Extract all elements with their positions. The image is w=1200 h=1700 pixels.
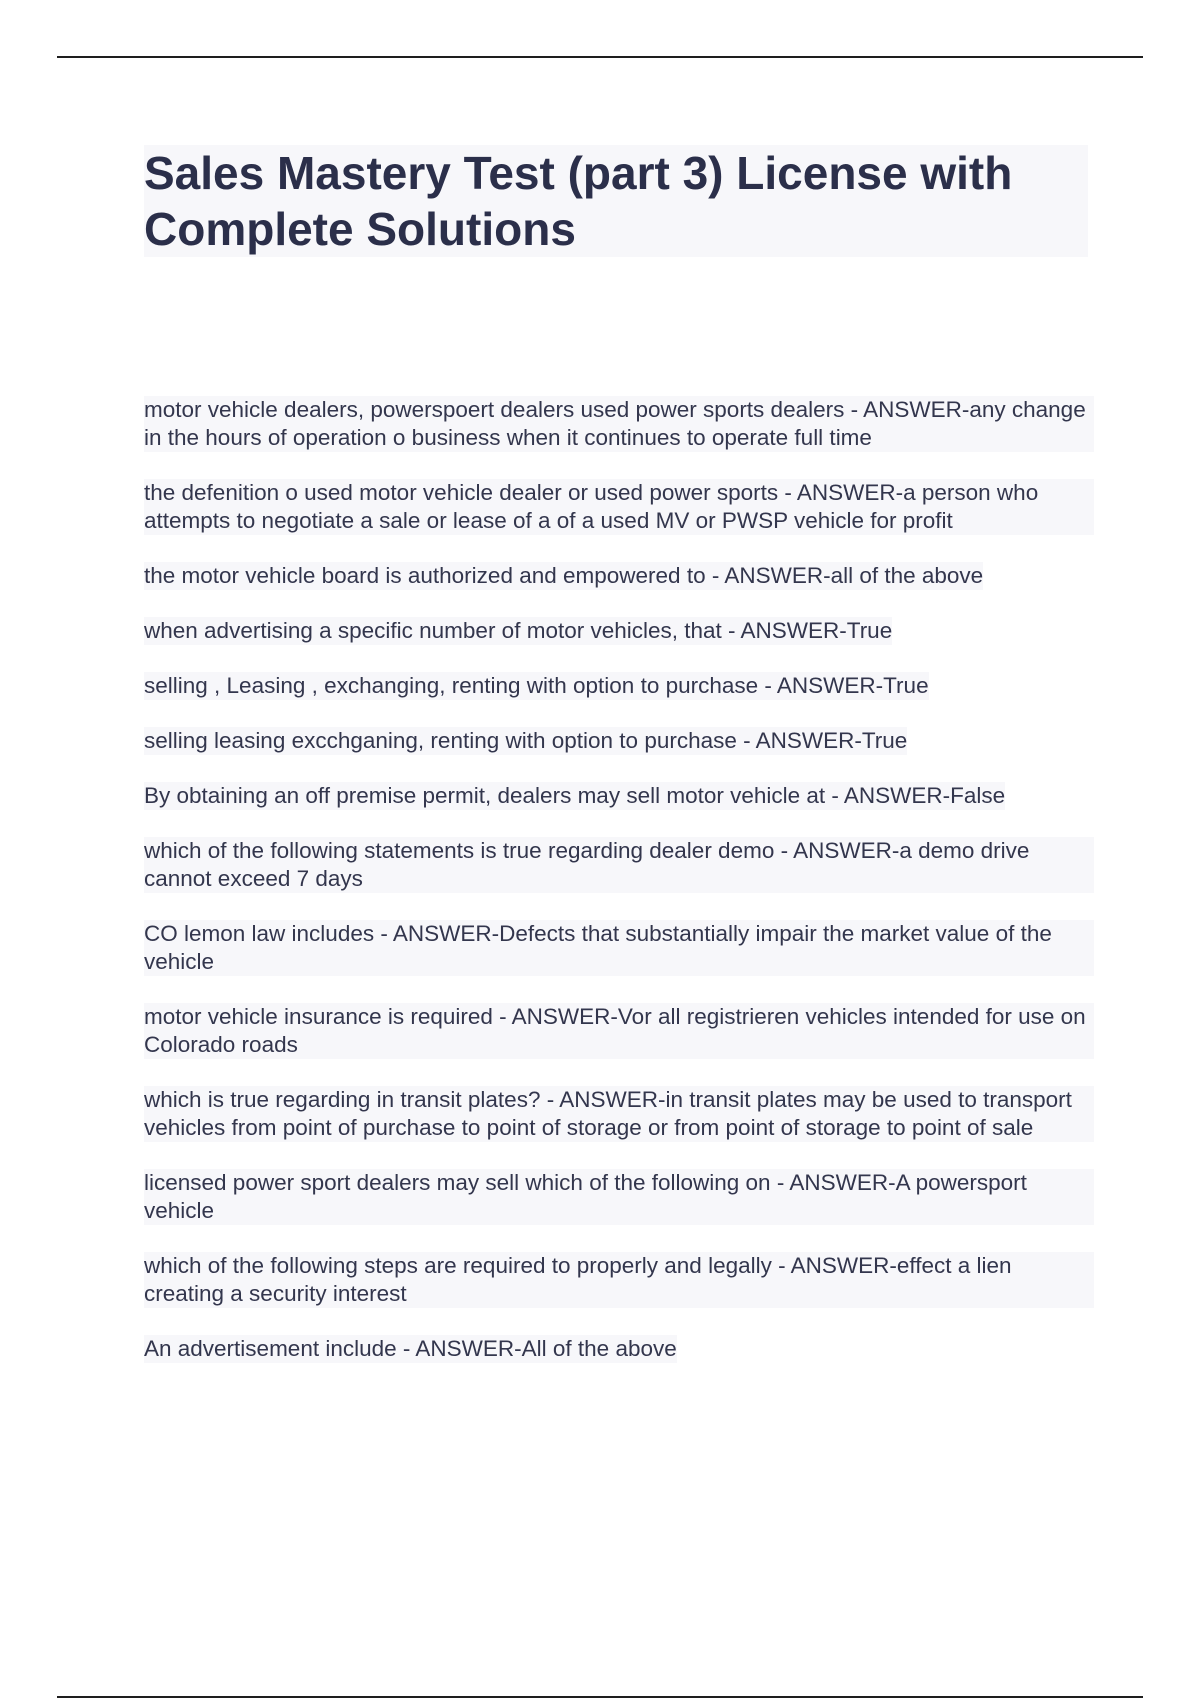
qa-item-2: the defenition o used motor vehicle dealer or used power sports - ANSWER-a person who attempts to negotiate a sale or lease of a of a used MV or PWSP vehicle for profit (144, 479, 1094, 535)
qa-item-14: An advertisement include - ANSWER-All of the above (144, 1336, 677, 1361)
qa-item-8: which of the following statements is true regarding dealer demo - ANSWER-a demo drive cannot exceed 7 days (144, 837, 1094, 893)
qa-item-9: CO lemon law includes - ANSWER-Defects that substantially impair the market value of the vehicle (144, 920, 1094, 976)
qa-item-1: motor vehicle dealers, powerspoert dealers used power sports dealers - ANSWER-any change in the hours of operation o business when it continues to operate full time (144, 396, 1094, 452)
qa-item-11: which is true regarding in transit plates? - ANSWER-in transit plates may be used to transport vehicles from point of purchase to point of storage or from point of storage to point of sale (144, 1086, 1094, 1142)
qa-item-7: By obtaining an off premise permit, dealers may sell motor vehicle at - ANSWER-False (144, 783, 1006, 808)
qa-item-13: which of the following steps are required to properly and legally - ANSWER-effect a lien creating a security interest (144, 1252, 1094, 1308)
qa-item-5: selling , Leasing , exchanging, renting with option to purchase - ANSWER-True (144, 673, 929, 698)
bottom-divider (57, 1696, 1143, 1698)
qa-item-10: motor vehicle insurance is required - ANSWER-Vor all registrieren vehicles intended for use on Colorado roads (144, 1003, 1094, 1059)
page-title: Sales Mastery Test (part 3) License with Complete Solutions (144, 147, 1013, 255)
qa-item-6: selling leasing excchganing, renting with option to purchase - ANSWER-True (144, 728, 908, 753)
title-block (144, 145, 1088, 257)
qa-list (144, 396, 1094, 1390)
qa-item-4: when advertising a specific number of motor vehicles, that - ANSWER-True (144, 618, 893, 643)
top-divider (57, 56, 1143, 58)
qa-item-3: the motor vehicle board is authorized and empowered to - ANSWER-all of the above (144, 563, 984, 588)
qa-item-12: licensed power sport dealers may sell which of the following on - ANSWER-A powersport vehicle (144, 1169, 1094, 1225)
